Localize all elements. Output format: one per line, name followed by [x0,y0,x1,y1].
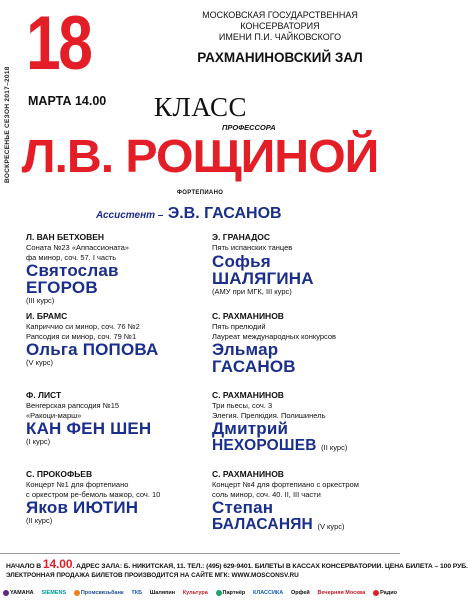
work-line: соль минор, соч. 40. II, III части [212,489,321,499]
performer-course: (V курс) [26,358,54,367]
performer-first: Степан [212,498,274,517]
season-vertical-text: ВОСКРЕСЕНЬЕ СЕЗОН 2017–2018 [4,66,11,184]
logo-orfey: Орфей [290,590,310,596]
performer-course: (АМУ при МГК, III курс) [212,286,292,296]
performer-last: ГАСАНОВ [212,357,296,376]
program-item [212,469,397,542]
performer-last: НЕХОРОШЕВ [212,437,317,454]
performer-course: (II курс) [321,443,348,452]
footer-info-line [6,557,468,571]
concert-day: 18 [26,1,91,86]
institution-line-2: ИМЕНИ П.И. ЧАЙКОВСКОГО [218,32,342,42]
composer: С. РАХМАНИНОВ [212,469,284,479]
composer: С. РАХМАНИНОВ [212,390,284,400]
performer-first: Святослав [26,261,119,280]
logo-tkb: ТКБ [131,590,143,596]
assistant-line [96,205,346,223]
logo-promsvyazbank: Промсвязьбанк [74,590,124,596]
logo-vechernyaya-moskva: Вечерняя Москва [317,590,366,596]
performer-last: ШАЛЯГИНА [212,268,314,288]
program-item [26,390,211,463]
work-line: Три пьесы, соч. 3 [212,401,273,410]
performer-name: Яков ИЮТИН [26,498,139,517]
performer-last: ЕГОРОВ [26,278,98,297]
program-right-column [212,232,397,548]
assistant-label: Ассистент – [96,210,164,221]
composer: С. ПРОКОФЬЕВ [26,469,93,479]
program-left-column [26,232,211,548]
program-item [26,232,211,305]
footer-info: . АДРЕС ЗАЛА: Б. НИКИТСКАЯ, 11. ТЕЛ.: (495) 629-9401. БИЛЕТЫ В КАССАХ КОНСЕРВАТОРИИ. ЦЕНА БИЛЕТА – 100 РУБ. [72,563,468,570]
composer: С. РАХМАНИНОВ [212,311,284,321]
footer-divider [0,553,400,554]
footer-online-sales: ЭЛЕКТРОННАЯ ПРОДАЖА БИЛЕТОВ ПРОИЗВОДИТСЯ НА САЙТЕ МГК: WWW.MOSCONSV.RU [6,572,299,579]
work-line: фа минор, соч. 57. I часть [26,252,117,262]
work-line: Соната №23 «Аппассионата» [26,243,129,252]
sponsor-logos [0,586,400,600]
performer-name: КАН ФЕН ШЕН [26,419,152,438]
concert-month-time: МАРТА 14.00 [28,94,107,108]
program-item [212,232,397,305]
composer: Л. ВАН БЕТХОВЕН [26,232,105,242]
logo-radio: Радио [373,590,397,596]
logo-siemens: SIEMENS [41,590,67,596]
institution-line-1: МОСКОВСКАЯ ГОСУДАРСТВЕННАЯ КОНСЕРВАТОРИЯ [202,10,358,31]
work-line: Лауреат международных конкурсов [212,331,337,341]
program-item [212,311,397,384]
performer-last: БАЛАСАНЯН [212,516,313,533]
performer-course: (III курс) [26,296,55,305]
performer-course: (II курс) [26,516,53,525]
work-line: Венгерская рапсодия №15 [26,401,120,410]
logo-klassika: КЛАССИКА [252,590,284,596]
performer-last-with-course [212,437,397,456]
logo-yamaha: YAMAHA [3,590,34,596]
program-item [26,311,211,384]
work-line: Пять испанских танцев [212,243,293,252]
performer-name: Ольга ПОПОВА [26,340,159,359]
footer-start-time: 14.00 [42,557,73,571]
work-line: Пять прелюдий [212,322,266,331]
work-line: Элегия. Прелюдия. Полишинель [212,410,326,420]
program-item [212,390,397,463]
performer-course: (I курс) [26,437,51,446]
work-line: «Ракоци-марш» [26,410,82,420]
composer: И. БРАМС [26,311,68,321]
institution-name [170,10,390,43]
performer-first: Эльмар [212,340,279,359]
assistant-name: Э.В. ГАСАНОВ [167,205,282,222]
performer-last-with-course [212,516,397,535]
composer: Ф. ЛИСТ [26,390,62,400]
logo-shalyapin: Шаляпин [149,590,176,596]
work-line: с оркестром ре-бемоль мажор, соч. 10 [26,489,161,499]
professor-name: Л.В. РОЩИНОЙ [21,130,379,182]
professor-label: ПРОФЕССОРА [222,123,276,132]
hall-name: РАХМАНИНОВСКИЙ ЗАЛ [197,50,363,65]
program-item [26,469,211,542]
performer-first: Софья [212,251,271,271]
klass-heading: КЛАСС [154,92,247,122]
performer-course: (V курс) [317,522,345,531]
work-line: Каприччио си минор, соч. 76 №2 [26,322,140,331]
footer-start-label: НАЧАЛО В [6,563,42,570]
logo-kultura: Культура [182,590,208,596]
work-line: Концерт №4 для фортепиано с оркестром [212,480,359,489]
instrument-label: ФОРТЕПИАНО [176,190,224,196]
logo-partner: Партнёр [216,590,246,596]
composer: Э. ГРАНАДОС [212,232,271,242]
performer-first: Дмитрий [212,419,289,438]
work-line: Концерт №1 для фортепиано [26,480,129,489]
work-line: Рапсодия си минор, соч. 79 №1 [26,331,137,341]
